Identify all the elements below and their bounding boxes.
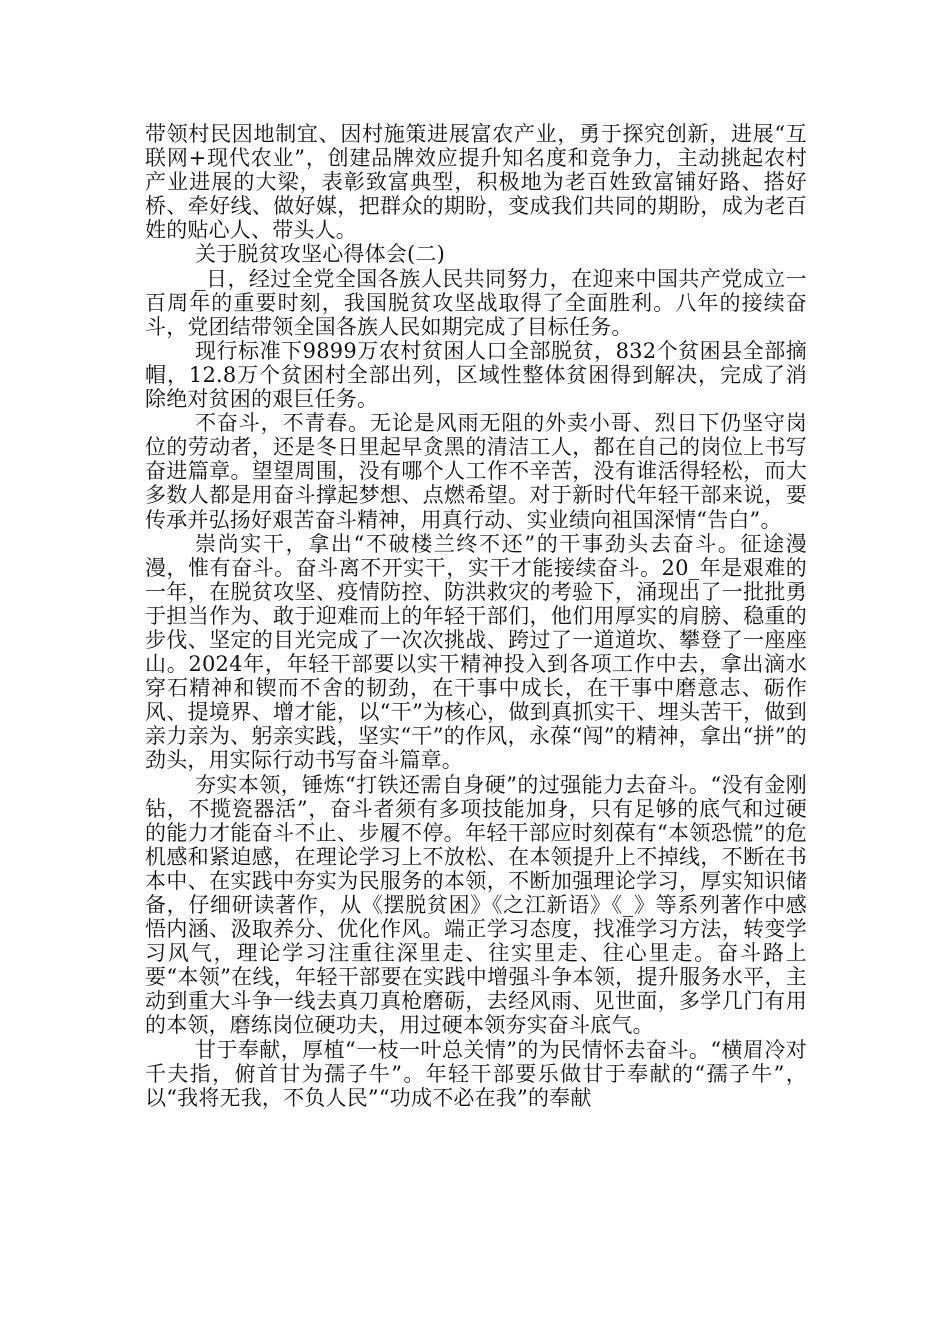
paragraph: 崇尚实干，拿出“不破楼兰终不还”的干事劲头去奋斗。征途漫漫，惟有奋斗。奋斗离不开实干，实干才能接续奋斗。20_年是艰难的一年，在脱贫攻坚、疫情防控、防洪救灾的考验下，涌现出了一批批勇于担当作为、敢于迎难而上的年轻干部们，他们用厚实的肩膀、稳重的步伐、坚定的目光完成了一次次挑战、跨过了一道道坎、攀登了一座座山。2024年，年轻干部要以实干精神投入到各项工作中去，拿出滴水穿石精神和锲而不舍的韧劲，在干事中成长，在干事中磨意志、砺作风、提境界、增才能，以“干”为核心，做到真抓实干、埋头苦干，做到亲力亲为、躬亲实践，坚实“干”的作风，永葆“闯”的精神，拿出“拼”的劲头，用实际行动书写奋斗篇章。: [145, 531, 807, 773]
paragraph: 夯实本领，锤炼“打铁还需自身硬”的过强能力去奋斗。“没有金刚钻，不揽瓷器活”，奋斗者须有多项技能加身，只有足够的底气和过硬的能力才能奋斗不止、步履不停。年轻干部应时刻葆有“本领恐慌”的危机感和紧迫感，在理论学习上不放松、在本领提升上不掉线，不断在书本中、在实践中夯实为民服务的本领，不断加强理论学习，厚实知识储备，仔细研读著作，从《摆脱贫困》《之江新语》《_》等系列著作中感悟内涵、汲取养分、优化作风。端正学习态度，找准学习方法，转变学习风气，理论学习注重往深里走、往实里走、往心里走。奋斗路上要“本领”在线，年轻干部要在实践中增强斗争本领，提升服务水平，主动到重大斗争一线去真刀真枪磨砺，去经风雨、见世面，多学几门有用的本领，磨练岗位硬功夫，用过硬本领夯实奋斗底气。: [145, 772, 807, 1038]
paragraph: 不奋斗，不青春。无论是风雨无阻的外卖小哥、烈日下仍坚守岗位的劳动者，还是冬日里起早贪黑的清洁工人，都在自己的岗位上书写奋进篇章。望望周围，没有哪个人工作不辛苦，没有谁活得轻松，而大多数人都是用奋斗撑起梦想、点燃希望。对于新时代年轻干部来说，要传承并弘扬好艰苦奋斗精神，用真行动、实业绩向祖国深情“告白”。: [145, 411, 807, 532]
section-heading: 关于脱贫攻坚心得体会(二): [195, 242, 445, 267]
paragraph: 甘于奉献，厚植“一枝一叶总关情”的为民情怀去奋斗。“横眉冷对千夫指，俯首甘为孺子牛”。年轻干部要乐做甘于奉献的“孺子牛”，以“我将无我，不负人民”“功成不必在我”的奉献: [145, 1037, 807, 1110]
paragraph: 带领村民因地制宜、因村施策进展富农产业，勇于探究创新，进展“互联网+现代农业”，创建品牌效应提升知名度和竞争力，主动挑起农村产业进展的大梁，表彰致富典型，积极地为老百姓致富铺好路、搭好桥、牵好线、做好媒，把群众的期盼，变成我们共同的期盼，成为老百姓的贴心人、带头人。: [145, 122, 807, 243]
paragraph: 现行标准下9899万农村贫困人口全部脱贫，832个贫困县全部摘帽，12.8万个贫困村全部出列，区域性整体贫困得到解决，完成了消除绝对贫困的艰巨任务。: [145, 338, 807, 412]
paragraph: _日，经过全党全国各族人民共同努力，在迎来中国共产党成立一百周年的重要时刻，我国脱贫攻坚战取得了全面胜利。八年的接续奋斗，党团结带领全国各族人民如期完成了目标任务。: [145, 266, 807, 339]
document-body: [145, 122, 807, 1110]
